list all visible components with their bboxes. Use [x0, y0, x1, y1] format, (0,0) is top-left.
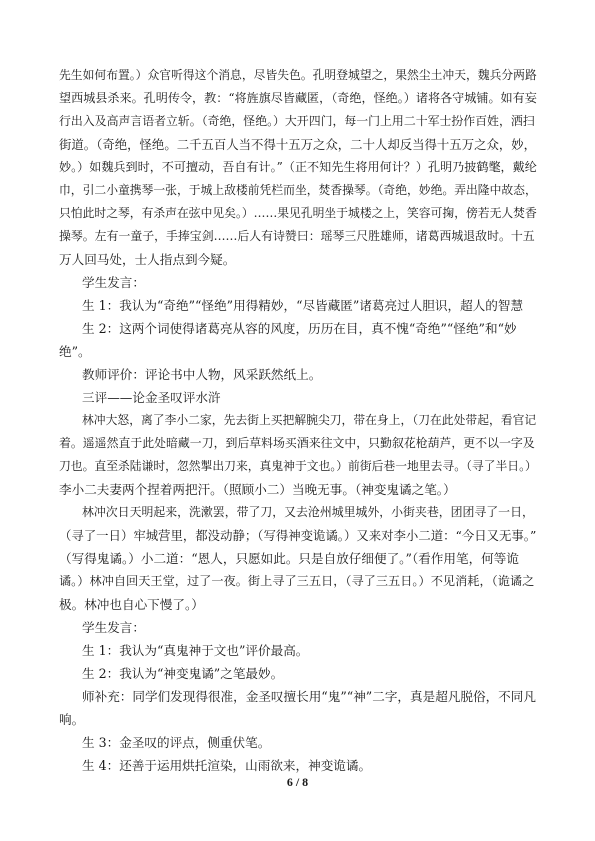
- text-line: 生 4：还善于运用烘托渲染，山雨欲来，神变诡谲。: [82, 758, 372, 773]
- text-line: 学生发言：: [82, 275, 145, 290]
- text-line: 万人回马处，士人指点到今疑。: [59, 252, 236, 267]
- text-line: 先生如何布置。）众官听得这个消息，尽皆失色。孔明登城望之，果然尘土冲天，魏兵分两路: [59, 68, 537, 82]
- text-line: 生 1：我认为“真鬼神于文也”评价最高。: [82, 643, 309, 658]
- text-line: 教师评价：评论书中人物，风采跃然纸上。: [82, 367, 322, 382]
- text-line: 响。: [59, 712, 85, 727]
- text-line: 行出入及高声言语者立斩。（奇绝，怪绝。）大开四门，每一门上用二十军士扮作百姓，洒扫: [59, 114, 535, 128]
- text-line: 生 3：金圣叹的评点，侧重伏笔。: [82, 735, 271, 750]
- text-line: 李小二夫妻两个捏着两把汗。（照顾小二）当晚无事。（神变鬼谲之笔。）: [59, 482, 456, 497]
- text-line: 只怕此时之琴，有杀声在弦中见矣。）……果见孔明坐于城楼之上，笑容可掬，傍若无人焚香: [59, 206, 537, 220]
- text-line: 生 2：这两个词使得诸葛亮从容的风度，历历在目，真不愧“奇绝”“怪绝”和“妙: [82, 321, 517, 336]
- text-line: 林冲大怒，离了李小二家，先去街上买把解腕尖刀，带在身上，（刀在此处带起，看官记: [82, 413, 537, 427]
- text-line: 三评——论金圣叹评水浒: [82, 390, 221, 405]
- page-number: 6 / 8: [286, 775, 309, 789]
- text-line: 谲。）林冲自回天王堂，过了一夜。街上寻了三五日，（寻了三五日。）不见消耗，（诡谲之: [59, 574, 535, 588]
- text-line: 极。林冲也自心下慢了。）: [59, 597, 204, 612]
- text-line: 师补充：同学们发现得很准，金圣叹擅长用“鬼”“神”二字，真是超凡脱俗，不同凡: [82, 689, 536, 704]
- text-line: （寻了一日）牢城营里，都没动静；（写得神变诡谲。）又来对李小二道：“今日又无事。”: [59, 528, 537, 543]
- text-line: 望西城县杀来。孔明传令，教：“将旌旗尽皆藏匿，（奇绝，怪绝。）诸将各守城铺。如有妄: [59, 91, 537, 105]
- text-line: 街道。（奇绝，怪绝。二千五百人当不得十五万之众，二十人却反当得十五万之众，妙，: [59, 137, 537, 152]
- text-line: 巾，引二小童携琴一张，于城上敌楼前凭栏而坐，焚香操琴。（奇绝，妙绝。弄出隆中故态，: [59, 183, 537, 197]
- text-line: 生 2：我认为“神变鬼谲”之笔最妙。: [82, 666, 284, 681]
- text-line: 生 1：我认为“奇绝”“怪绝”用得精妙，“尽皆藏匿”诸葛亮过人胆识，超人的智慧: [82, 298, 524, 313]
- text-line: 刀也。直至杀陆谦时，忽然掣出刀来，真鬼神于文也。）前街后巷一地里去寻。（寻了半日。）: [59, 459, 537, 473]
- text-line: （写得鬼谲。）小二道：“恩人，只愿如此。只是自放仔细便了。”（看作用笔，何等诡: [59, 551, 519, 566]
- text-line: 妙。）如魏兵到时，不可擅动，吾自有计。”（正不知先生将用何计？）孔明乃披鹤氅，戴纶: [59, 160, 537, 174]
- document-body: [59, 64, 537, 777]
- text-line: 绝”。: [59, 344, 91, 359]
- text-line: 着。遥遥然直于此处暗藏一刀，到后草料场买酒来往文中，只勤叙花枪葫芦，更不以一字及: [59, 436, 535, 450]
- text-line: 林冲次日天明起来，洗漱罢，带了刀，又去沧州城里城外，小街夹巷，团团寻了一日，: [82, 505, 534, 519]
- text-line: 学生发言：: [82, 620, 145, 635]
- text-line: 操琴。左有一童子，手捧宝剑……后人有诗赞曰：瑶琴三尺胜雄师，诸葛西城退敌时。十五: [59, 229, 535, 243]
